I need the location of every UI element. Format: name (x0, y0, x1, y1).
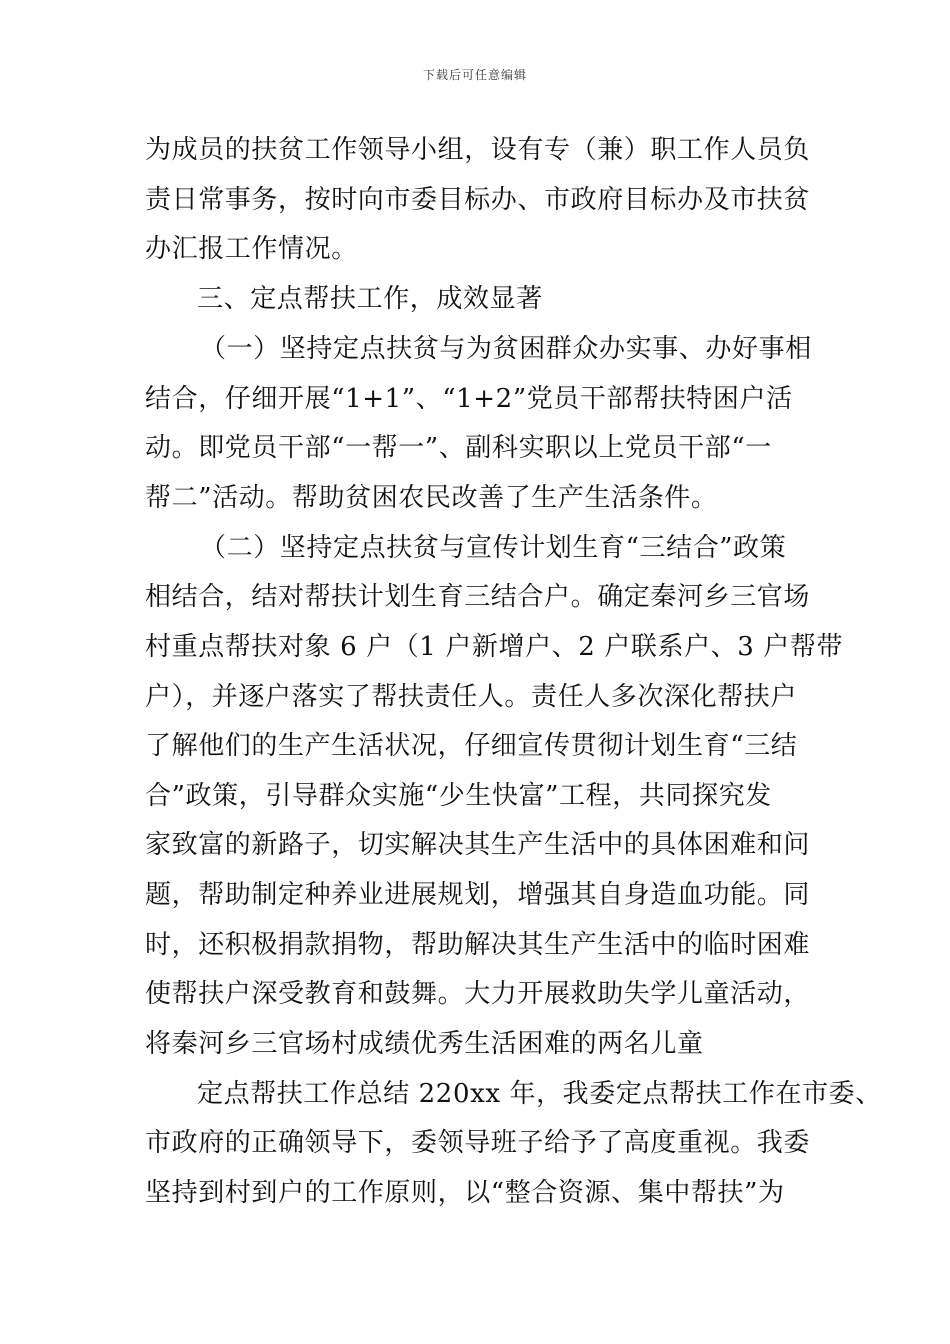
body-line: 时，还积极捐款捐物，帮助解决其生产生活中的临时困难 (145, 930, 811, 960)
paragraph-start-line: 定点帮扶工作总结 220xx 年，我委定点帮扶工作在市委、 (197, 1079, 882, 1109)
body-line: 将秦河乡三官场村成绩优秀生活困难的两名儿童 (145, 1029, 704, 1059)
body-line: 坚持到村到户的工作原则，以“整合资源、集中帮扶”为 (145, 1178, 785, 1208)
body-line: 户），并逐户落实了帮扶责任人。责任人多次深化帮扶户 (145, 682, 798, 712)
body-line: 相结合，结对帮扶计划生育三结合户。确定秦河乡三官场 (145, 582, 811, 612)
body-line: 合”政策，引导群众实施“少生快富”工程，共同探究发 (145, 781, 772, 811)
section-heading: 三、定点帮扶工作，成效显著 (197, 284, 543, 314)
body-line: 办汇报工作情况。 (145, 234, 358, 264)
page-header-note: 下载后可任意编辑 (422, 68, 527, 82)
subsection-line: （一）坚持定点扶贫与为贫困群众办实事、办好事相 (200, 334, 812, 364)
body-line: 责日常事务，按时向市委目标办、市政府目标办及市扶贫 (145, 185, 811, 215)
body-line: 动。即党员干部“一帮一”、副科实职以上党员干部“一 (145, 433, 772, 463)
subsection-line: （二）坚持定点扶贫与宣传计划生育“三结合”政策 (200, 533, 787, 563)
body-line: 题，帮助制定种养业进展规划，增强其自身造血功能。同 (145, 880, 811, 910)
body-line: 家致富的新路子，切实解决其生产生活中的具体困难和问 (145, 830, 811, 860)
body-line: 村重点帮扶对象 6 户（1 户新增户、2 户联系户、3 户帮带 (145, 632, 844, 662)
body-line: 了解他们的生产生活状况，仔细宣传贯彻计划生育“三结 (145, 731, 798, 761)
body-line: 结合，仔细开展“1+1”、“1+2”党员干部帮扶特困户活 (145, 384, 793, 414)
body-line: 为成员的扶贫工作领导小组，设有专（兼）职工作人员负 (145, 135, 811, 165)
body-line: 使帮扶户深受教育和鼓舞。大力开展救助失学儿童活动， (145, 979, 811, 1009)
body-line: 帮二”活动。帮助贫困农民改善了生产生活条件。 (145, 483, 718, 513)
body-line: 市政府的正确领导下，委领导班子给予了高度重视。我委 (145, 1128, 811, 1158)
